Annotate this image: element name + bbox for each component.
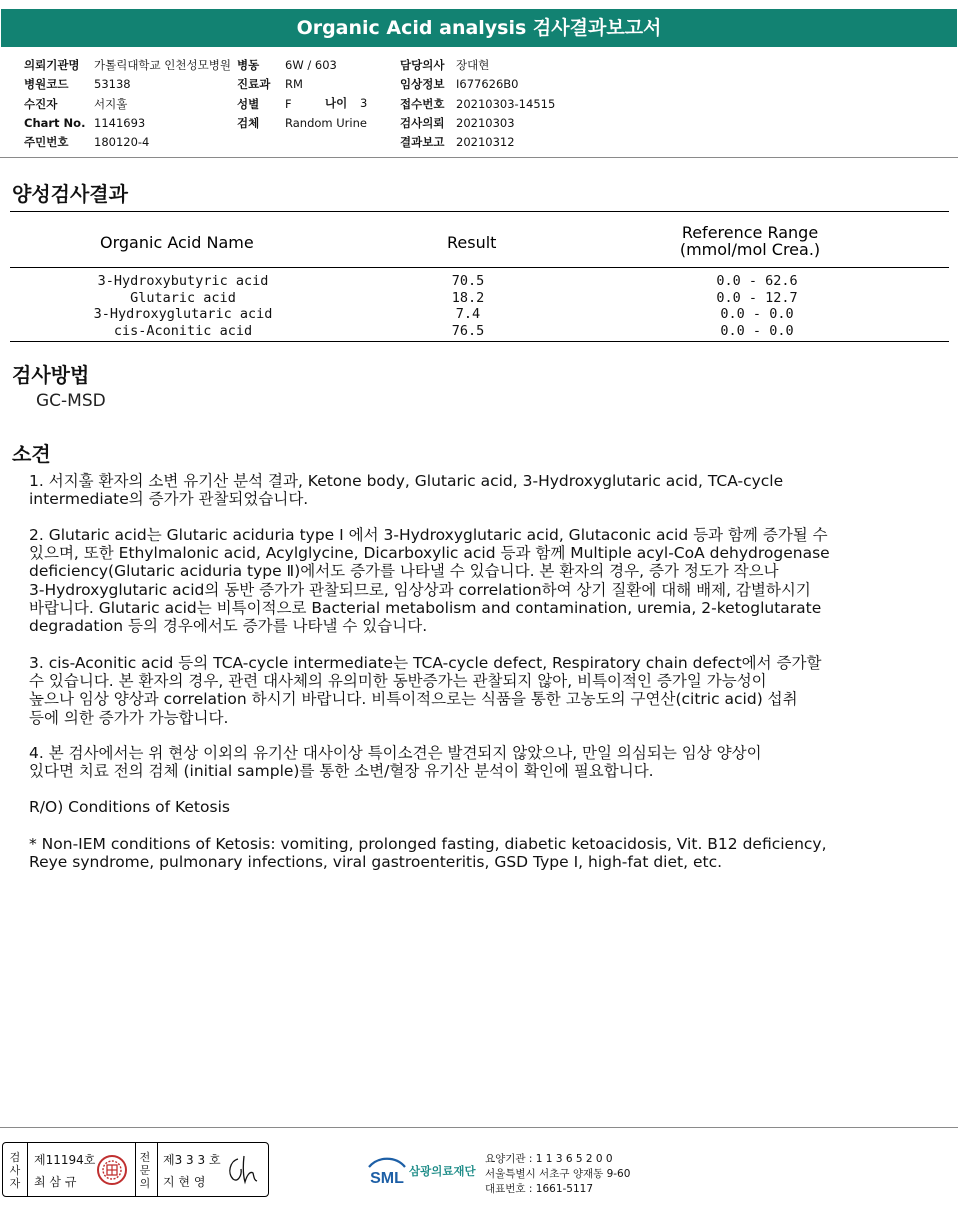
- info-value: 20210303-14515: [456, 96, 556, 111]
- cell-result: 70.5: [451, 273, 485, 289]
- signature-box: [2, 1142, 269, 1197]
- info-label: 주민번호: [24, 135, 69, 150]
- info-value: 장대현: [456, 58, 490, 72]
- cell-name: Glutaric acid: [130, 289, 236, 306]
- info-value: I677626B0: [456, 77, 519, 92]
- cell-range: 0.0 - 0.0: [720, 322, 794, 339]
- age-value: 3: [360, 96, 368, 110]
- finding-line: Reye syndrome, pulmonary infections, viral gastroenteritis, GSD Type I, high-fat diet, etc.: [29, 853, 723, 872]
- cell-result: 18.2: [451, 289, 485, 306]
- finding-line: 수 있습니다. 본 환자의 경우, 관련 대사체의 유의미한 동반증가는 관찰되지 않아, 비특이적인 증가일 가능성이: [29, 672, 767, 691]
- finding-line: 높으나 임상 양상과 correlation 하시기 바랍니다. 비특이적으로는 식품을 통한 고농도의 구연산(citric acid) 섭취: [29, 690, 798, 709]
- info-label: 의뢰기관명: [24, 58, 80, 72]
- info-label: 임상정보: [400, 77, 445, 92]
- findings-title: 소견: [12, 442, 51, 466]
- cell-result: 76.5: [451, 322, 485, 339]
- info-value: Random Urine: [285, 115, 367, 130]
- results-table: [10, 211, 949, 342]
- specialist-label: 전 문 의: [139, 1151, 151, 1190]
- sml-logo-text: SML: [370, 1170, 404, 1187]
- specialist-name: 지 현 영: [163, 1175, 206, 1189]
- col-header-range-line2: (mmol/mol Crea.): [679, 240, 821, 259]
- info-value: 180120-4: [94, 135, 150, 150]
- cell-result: 7.4: [455, 306, 481, 322]
- finding-paragraph-4: [29, 744, 954, 780]
- header-divider: [0, 157, 958, 158]
- info-column-1: [24, 56, 231, 152]
- cell-range: 0.0 - 0.0: [720, 306, 794, 322]
- info-column-2: [237, 56, 367, 133]
- finding-paragraph-3: [29, 654, 954, 727]
- cell-name: 3-Hydroxybutyric acid: [97, 273, 269, 289]
- age-label: 나이: [325, 96, 348, 110]
- col-header-result: Result: [447, 233, 497, 252]
- col-header-range: [650, 224, 850, 258]
- finding-line: * Non-IEM conditions of Ketosis: vomiting, prolonged fasting, diabetic ketoacidosis, Vit. B12 deficiency,: [29, 835, 827, 853]
- info-label: 성별: [237, 96, 260, 111]
- info-value: 6W / 603: [285, 58, 337, 72]
- institution-phone: 대표번호 : 1661-5117: [485, 1183, 594, 1195]
- finding-line: 4. 본 검사에서는 위 현상 이외의 유기산 대사이상 특이소견은 발견되지 않았으나, 만일 의심되는 임상 양상이: [29, 744, 762, 762]
- finding-line: 3-Hydroxyglutaric acid의 동반 증가가 관찰되므로, 임상상과 correlation하여 상기 질환에 대해 배제, 감별하시기: [29, 580, 811, 599]
- institution-info: [485, 1152, 630, 1197]
- info-label: Chart No.: [24, 115, 86, 130]
- finding-line: 2. Glutaric acid는 Glutaric aciduria type I 에서 3-Hydroxyglutaric acid, Glutaconic acid 등과 함께 증가될 수: [29, 526, 828, 544]
- info-value: 20210312: [456, 135, 515, 150]
- finding-line: deficiency(Glutaric aciduria type Ⅱ)에서도 증가를 나타낼 수 있습니다. 본 환자의 경우, 증가 정도가 작으나: [29, 562, 779, 581]
- finding-line: intermediate의 증가가 관찰되었습니다.: [29, 490, 309, 509]
- info-value: 20210303: [456, 115, 515, 130]
- footer-divider: [0, 1127, 958, 1128]
- method-value: GC-MSD: [36, 391, 106, 411]
- signature-icon: [224, 1153, 264, 1187]
- examiner-name: 최 삼 규: [34, 1175, 77, 1189]
- finding-line: 1. 서지훌 환자의 소변 유기산 분석 결과, Ketone body, Glutaric acid, 3-Hydroxyglutaric acid, TCA-cycle: [29, 472, 784, 490]
- table-top-rule: [10, 211, 949, 212]
- org-name: 삼광의료재단: [409, 1164, 476, 1178]
- info-label: 수진자: [24, 96, 58, 111]
- institution-code: 요양기관 : 1 1 3 6 5 2 0 0: [485, 1153, 613, 1165]
- finding-line: 바랍니다. Glutaric acid는 비특이적으로 Bacterial metabolism and contamination, uremia, 2-ketoglutarate: [29, 598, 822, 617]
- table-bottom-rule: [10, 341, 949, 342]
- info-value: 1141693: [94, 115, 146, 130]
- info-column-3: [400, 56, 555, 152]
- info-label: 병동: [237, 58, 260, 72]
- col-header-range-line1: Reference Range: [681, 223, 819, 242]
- info-label: 검사의뢰: [400, 115, 445, 130]
- info-value: 53138: [94, 77, 131, 92]
- finding-paragraph-2: [29, 526, 954, 635]
- info-label: 결과보고: [400, 135, 445, 150]
- info-value: 가톨릭대학교 인천성모병원: [94, 58, 231, 72]
- col-header-name: Organic Acid Name: [100, 233, 254, 252]
- seal-icon: [96, 1154, 128, 1186]
- cell-range: 0.0 - 12.7: [716, 289, 798, 306]
- cell-range: 0.0 - 62.6: [716, 273, 798, 289]
- finding-line: 등에 의한 증가가 가능합니다.: [29, 708, 229, 727]
- sml-logo-icon: [366, 1154, 408, 1188]
- info-value: RM: [285, 77, 303, 92]
- finding-line: 있으며, 또한 Ethylmalonic acid, Acylglycine, Dicarboxylic acid 등과 함께 Multiple acyl-CoA dehydrogenase: [29, 544, 830, 563]
- table-header-rule: [10, 267, 949, 268]
- examiner-license: 제11194호: [34, 1153, 96, 1167]
- cell-name: 3-Hydroxyglutaric acid: [93, 306, 273, 322]
- info-label: 담당의사: [400, 58, 445, 72]
- finding-line: 있다면 치료 전의 검체 (initial sample)를 통한 소변/혈장 유기산 분석이 확인에 필요합니다.: [29, 762, 654, 781]
- report-title: Organic Acid analysis 검사결과보고서: [1, 9, 957, 47]
- info-value: 서지훌: [94, 96, 128, 111]
- method-title: 검사방법: [12, 363, 90, 387]
- ketosis-note: [29, 835, 954, 871]
- info-label: 접수번호: [400, 96, 445, 111]
- finding-paragraph-1: [29, 472, 954, 508]
- info-label: 병원코드: [24, 77, 69, 92]
- institution-address: 서울특별시 서초구 양재동 9-60: [485, 1168, 631, 1180]
- cell-name: cis-Aconitic acid: [113, 322, 253, 339]
- info-label: 진료과: [237, 77, 271, 92]
- info-value: F: [285, 96, 292, 111]
- finding-line: degradation 등의 경우에서도 증가를 나타낼 수 있습니다.: [29, 617, 428, 636]
- rule-out-note: R/O) Conditions of Ketosis: [29, 798, 230, 816]
- examiner-label: 검 사 자: [9, 1151, 21, 1190]
- specialist-license: 제3 3 3 호: [163, 1153, 221, 1167]
- info-label: 검체: [237, 115, 260, 130]
- positive-results-title: 양성검사결과: [12, 182, 128, 206]
- finding-line: 3. cis-Aconitic acid 등의 TCA-cycle intermediate는 TCA-cycle defect, Respiratory chain defect에서 증가할: [29, 654, 822, 672]
